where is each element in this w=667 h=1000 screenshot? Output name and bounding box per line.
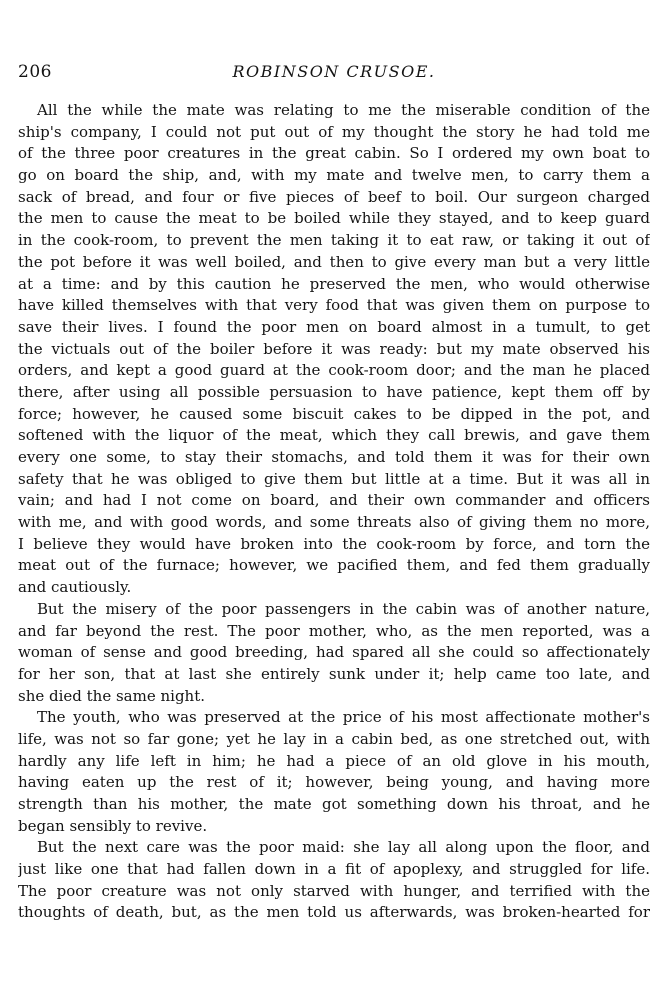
text-line: But the next care was the poor maid: she lay all along upon the floor, and [37, 838, 650, 857]
text-line: of the three poor creatures in the great cabin. So I ordered my own boat to [18, 144, 650, 163]
text-line: save their lives. I found the poor men on board almost in a tumult, to get [18, 317, 650, 336]
text-line: every one some, to stay their stomachs, and told them it was for their own [18, 448, 650, 466]
text-line: in the cook-room, to prevent the men taking it to eat raw, or taking it out of [18, 231, 650, 250]
text-line: there, after using all possible persuasion to have patience, kept them off by [18, 382, 650, 401]
text-line: The poor creature was not only starved with hunger, and terrified with the [18, 881, 650, 900]
text-line: life, was not so far gone; yet he lay in a cabin bed, as one stretched out, with [18, 729, 650, 748]
text-line: and cautiously. [18, 578, 132, 597]
text-line: hardly any life left in him; he had a piece of an old glove in his mouth, [18, 751, 650, 770]
text-line: thoughts of death, but, as the men told us afterwards, was broken-hearted for [18, 903, 650, 922]
text-line: sack of bread, and four or five pieces of beef to boil. Our surgeon charged [18, 187, 650, 206]
text-line: I believe they would have broken into the cook-room by force, and torn the [18, 534, 650, 553]
text-line: But the misery of the poor passengers in the cabin was of another nature, [37, 599, 650, 618]
text-line: she died the same night. [18, 686, 206, 705]
text-line: with me, and with good words, and some threats also of giving them no more, [18, 513, 650, 532]
running-title: ROBINSON CRUSOE. [232, 62, 436, 81]
text-line: have killed themselves with that very food that was given them on purpose to [18, 296, 650, 315]
text-line: softened with the liquor of the meat, which they call brewis, and gave them [18, 426, 650, 445]
text-line: having eaten up the rest of it; however, being young, and having more [18, 773, 650, 792]
text-line: go on board the ship, and, with my mate and twelve men, to carry them a [18, 166, 650, 185]
text-line: woman of sense and good breeding, had spared all she could so affectionately [18, 643, 650, 662]
text-line: the pot before it was well boiled, and then to give every man but a very little [18, 252, 650, 271]
text-line: force; however, he caused some biscuit cakes to be dipped in the pot, and [18, 404, 650, 423]
text-line: for her son, that at last she entirely sunk under it; help came too late, and [18, 664, 650, 683]
text-line: at a time: and by this caution he preserved the men, who would otherwise [18, 274, 650, 293]
text-line: strength than his mother, the mate got something down his throat, and he [18, 795, 650, 813]
text-line: The youth, who was preserved at the price of his most affectionate mother's [37, 708, 650, 727]
text-line: orders, and kept a good guard at the cook-room door; and the man he placed [18, 361, 650, 380]
text-line: safety that he was obliged to give them but little at a time. But it was all in [18, 469, 650, 488]
page-header [18, 62, 650, 84]
text-line: vain; and had I not come on board, and their own commander and officers [18, 491, 650, 510]
text-line: the men to cause the meat to be boiled while they stayed, and to keep guard [18, 209, 650, 228]
text-line: ship's company, I could not put out of my thought the story he had told me [18, 122, 650, 141]
text-line: the victuals out of the boiler before it was ready: but my mate observed his [18, 339, 650, 358]
text-line: All the while the mate was relating to me the miserable condition of the [37, 101, 650, 119]
text-line: began sensibly to revive. [18, 816, 208, 835]
text-line: meat out of the furnace; however, we pacified them, and fed them gradually [18, 556, 650, 575]
body-text [18, 100, 650, 924]
text-line: and far beyond the rest. The poor mother, who, as the men reported, was a [18, 621, 650, 640]
text-line: just like one that had fallen down in a fit of apoplexy, and struggled for life. [18, 860, 650, 879]
page-number: 206 [18, 62, 52, 82]
